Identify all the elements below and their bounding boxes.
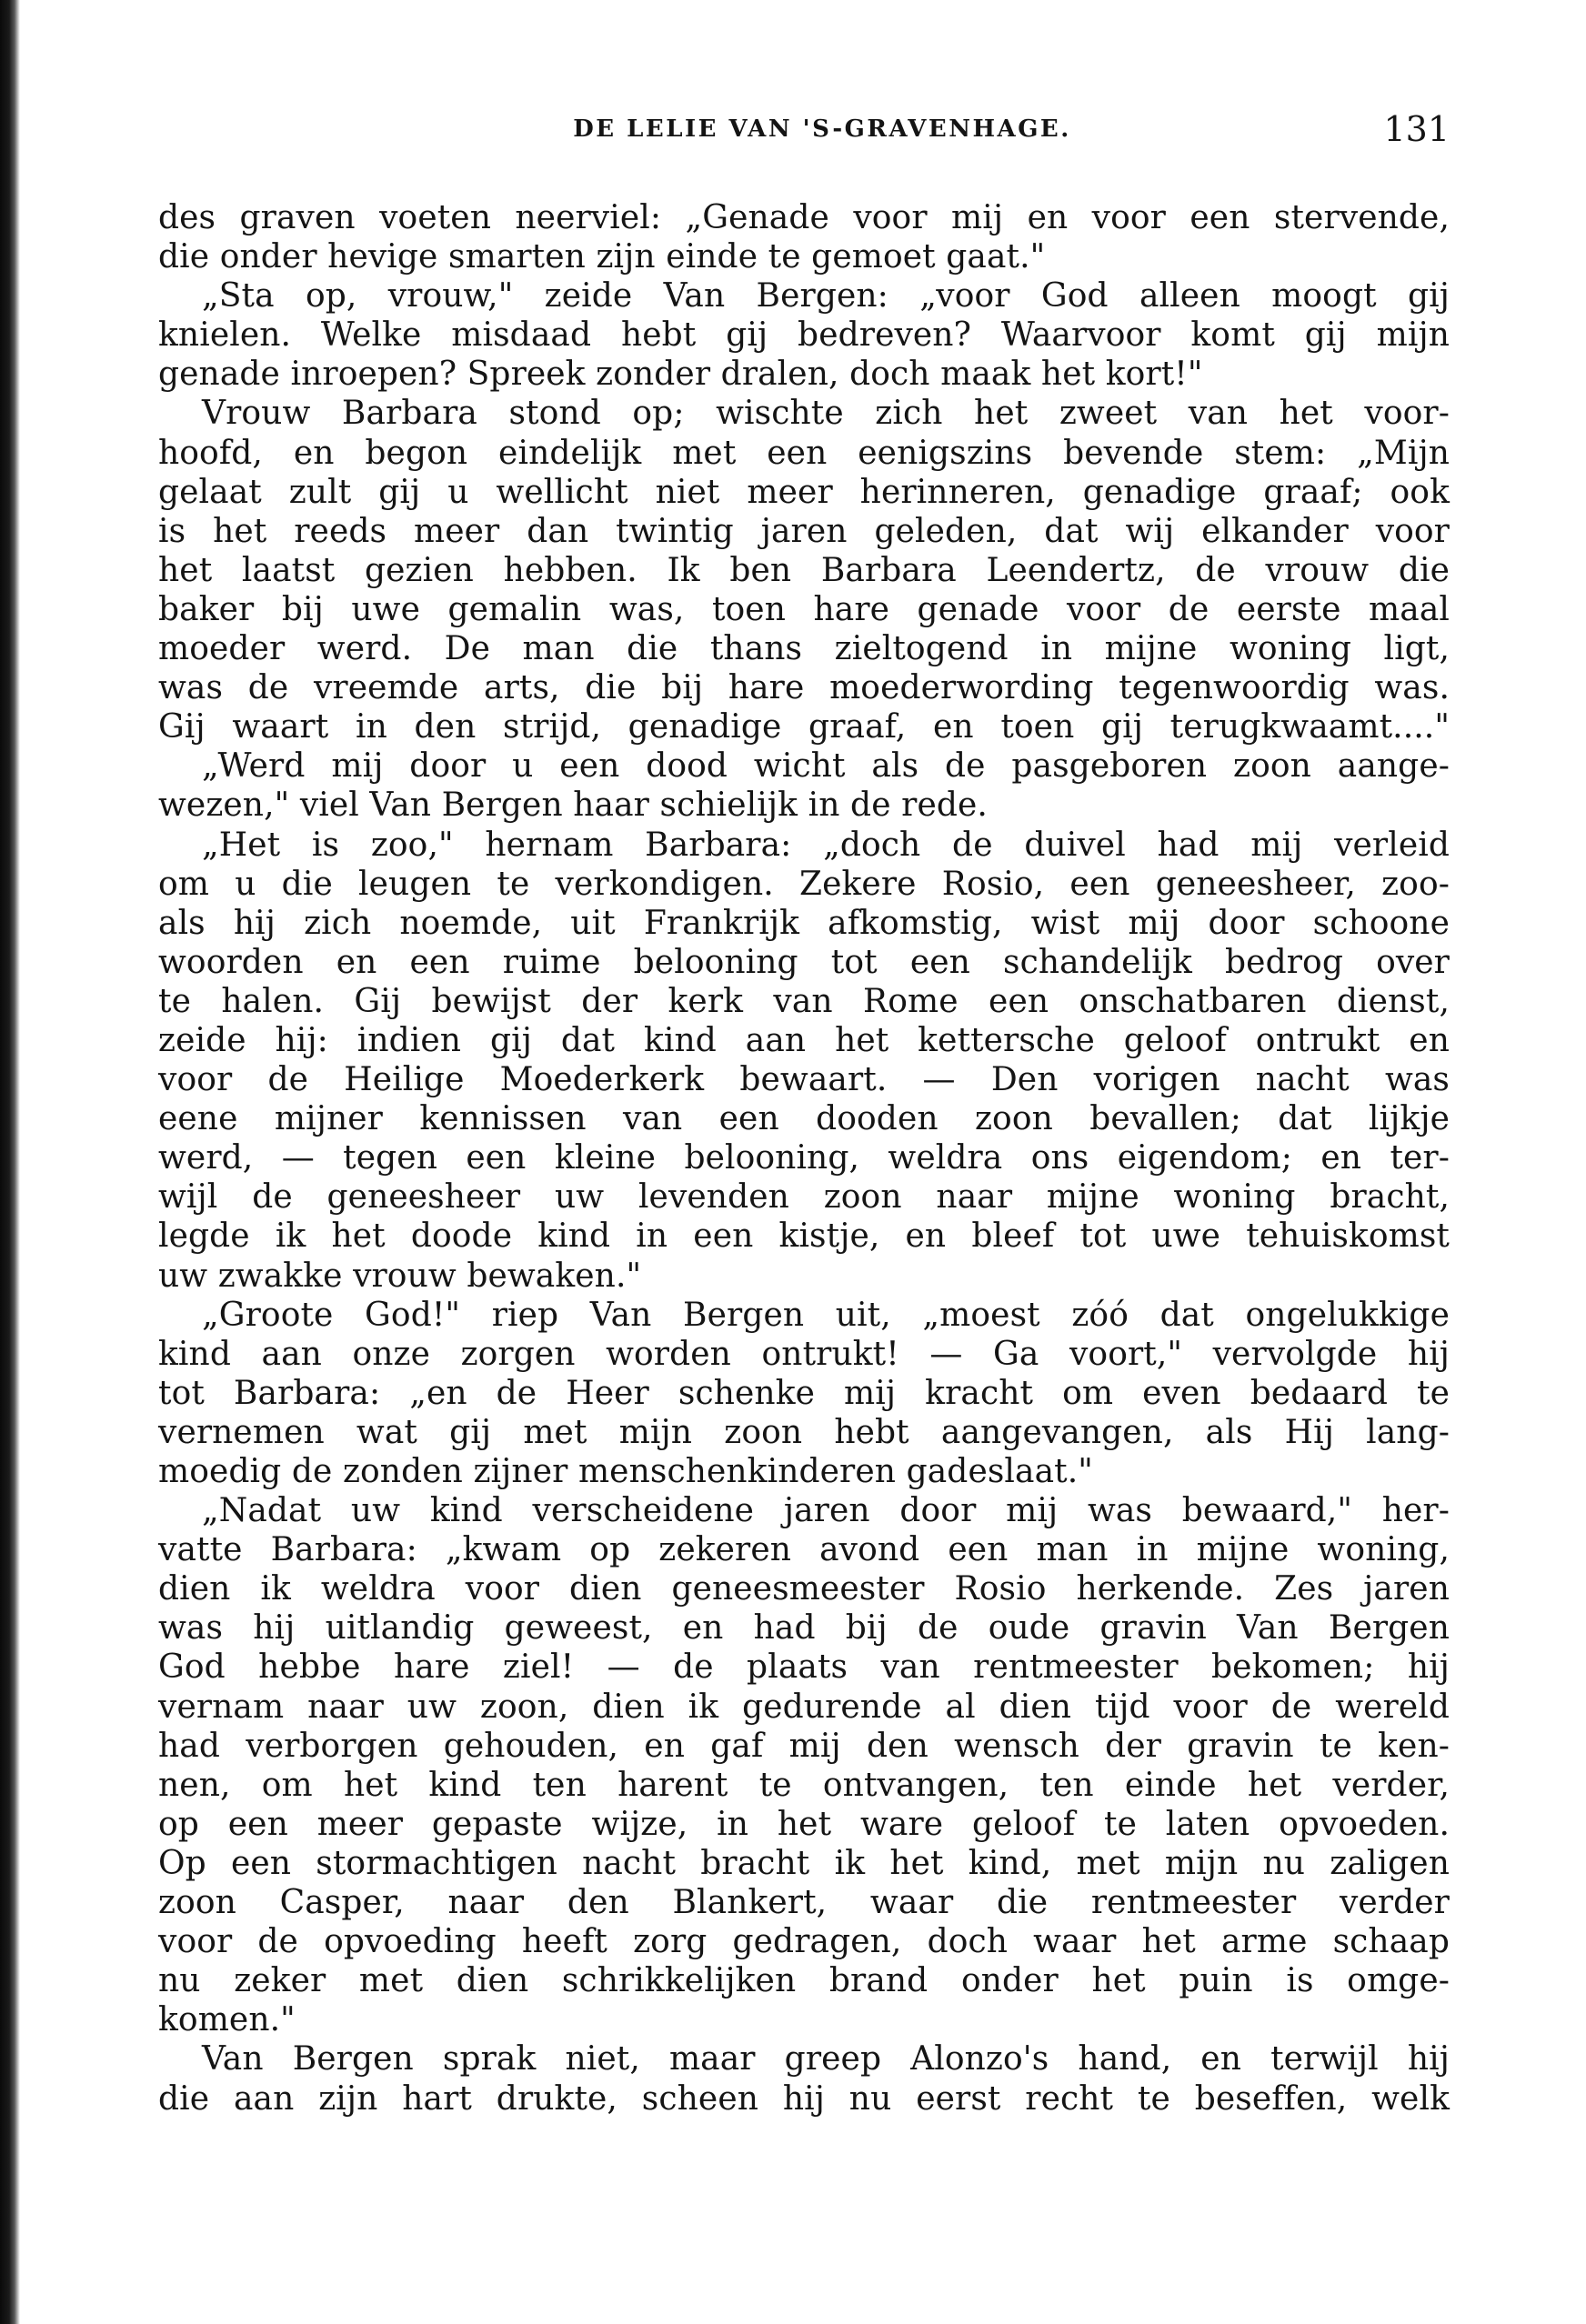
text-line: vatte Barbara: „kwam op zekeren avond een man in mijne woning,	[158, 1531, 1450, 1569]
text-line: „Het is zoo," hernam Barbara: „doch de duivel had mij verleid	[202, 826, 1450, 864]
running-title: DE LELIE VAN 'S-GRAVENHAGE.	[573, 115, 1071, 143]
text-line: voor de Heilige Moederkerk bewaart. — Den vorigen nacht was	[158, 1061, 1450, 1099]
text-line: werd, — tegen een kleine belooning, weldra ons eigendom; en ter-	[158, 1139, 1450, 1177]
text-line: nen, om het kind ten harent te ontvangen, ten einde het verder,	[158, 1766, 1450, 1804]
text-line: knielen. Welke misdaad hebt gij bedreven? Waarvoor komt gij mijn	[158, 316, 1450, 355]
text-line: woorden en een ruime belooning tot een schandelijk bedrog over	[158, 943, 1450, 981]
text-line: Van Bergen sprak niet, maar greep Alonzo's hand, en terwijl hij	[202, 2040, 1450, 2079]
text-line: die aan zijn hart drukte, scheen hij nu eerst recht te beseffen, welk	[158, 2079, 1450, 2118]
body-text	[158, 198, 1450, 2119]
text-line: genade inroepen? Spreek zonder dralen, doch maak het kort!"	[158, 356, 1203, 394]
text-line: dien ik weldra voor dien geneesmeester Rosio herkende. Zes jaren	[158, 1570, 1450, 1608]
text-line: moedig de zonden zijner menschenkinderen gadeslaat."	[158, 1453, 1093, 1490]
text-line: moeder werd. De man die thans zieltogend in mijne woning ligt,	[158, 630, 1450, 668]
text-line: kind aan onze zorgen worden ontrukt! — Ga voort," vervolgde hij	[158, 1335, 1450, 1373]
text-line: tot Barbara: „en de Heer schenke mij kracht om even bedaard te	[158, 1374, 1450, 1412]
text-line: God hebbe hare ziel! — de plaats van rentmeester bekomen; hij	[158, 1648, 1450, 1687]
text-line: zoon Casper, naar den Blankert, waar die rentmeester verder	[158, 1884, 1450, 1922]
text-line: des graven voeten neerviel: „Genade voor mij en voor een stervende,	[158, 199, 1450, 236]
text-line: hoofd, en begon eindelijk met een eenigszins bevende stem: „Mijn	[158, 434, 1450, 472]
text-line: uw zwakke vrouw bewaken."	[158, 1257, 642, 1295]
text-line: eene mijner kennissen van een dooden zoon bevallen; dat lijkje	[158, 1100, 1450, 1138]
text-line: komen."	[158, 2001, 296, 2039]
text-line: te halen. Gij bewijst der kerk van Rome een onschatbaren dienst,	[158, 982, 1450, 1020]
text-line: zeide hij: indien gij dat kind aan het kettersche geloof ontrukt en	[158, 1021, 1450, 1059]
text-line: voor de opvoeding heeft zorg gedragen, doch waar het arme schaap	[158, 1923, 1450, 1961]
page-header	[158, 107, 1450, 151]
text-line: had verborgen gehouden, en gaf mij den wensch der gravin te ken-	[158, 1727, 1450, 1765]
text-line: Op een stormachtigen nacht bracht ik het kind, met mijn nu zaligen	[158, 1844, 1450, 1882]
text-line: vernam naar uw zoon, dien ik gedurende al dien tijd voor de wereld	[158, 1688, 1450, 1726]
text-line: was de vreemde arts, die bij hare moederwording tegenwoordig was.	[158, 669, 1450, 707]
text-line: „Groote God!" riep Van Bergen uit, „moest zóó dat ongelukkige	[202, 1296, 1450, 1334]
text-line: die onder hevige smarten zijn einde te gemoet gaat."	[158, 238, 1046, 276]
scan-binding-edge	[0, 0, 20, 2324]
text-line: baker bij uwe gemalin was, toen hare genade voor de eerste maal	[158, 590, 1450, 628]
text-line: nu zeker met dien schrikkelijken brand onder het puin is omge-	[158, 1962, 1450, 2000]
page-number: 131	[1383, 109, 1450, 149]
text-line: wezen," viel Van Bergen haar schielijk in de rede.	[158, 786, 988, 825]
text-line: Vrouw Barbara stond op; wischte zich het zweet van het voor-	[202, 395, 1450, 433]
text-line: gelaat zult gij u wellicht niet meer herinneren, genadige graaf; ook	[158, 473, 1450, 511]
text-line: legde ik het doode kind in een kistje, en bleef tot uwe tehuiskomst	[158, 1217, 1450, 1256]
text-line: op een meer gepaste wijze, in het ware geloof te laten opvoeden.	[158, 1805, 1450, 1843]
text-line: „Werd mij door u een dood wicht als de pasgeboren zoon aange-	[202, 747, 1450, 786]
text-line: is het reeds meer dan twintig jaren geleden, dat wij elkander voor	[158, 512, 1450, 550]
text-line: „Sta op, vrouw," zeide Van Bergen: „voor God alleen moogt gij	[202, 277, 1450, 316]
text-line: vernemen wat gij met mijn zoon hebt aangevangen, als Hij lang-	[158, 1413, 1450, 1451]
text-line: als hij zich noemde, uit Frankrijk afkomstig, wist mij door schoone	[158, 904, 1450, 942]
text-line: Gij waart in den strijd, genadige graaf, en toen gij terugkwaamt...."	[158, 708, 1450, 746]
text-line: om u die leugen te verkondigen. Zekere Rosio, een geneesheer, zoo-	[158, 865, 1450, 903]
text-line: was hij uitlandig geweest, en had bij de oude gravin Van Bergen	[158, 1609, 1450, 1648]
text-line: het laatst gezien hebben. Ik ben Barbara Leendertz, de vrouw die	[158, 551, 1450, 589]
text-line: wijl de geneesheer uw levenden zoon naar mijne woning bracht,	[158, 1178, 1450, 1217]
text-line: „Nadat uw kind verscheidene jaren door mij was bewaard," her-	[202, 1492, 1450, 1530]
